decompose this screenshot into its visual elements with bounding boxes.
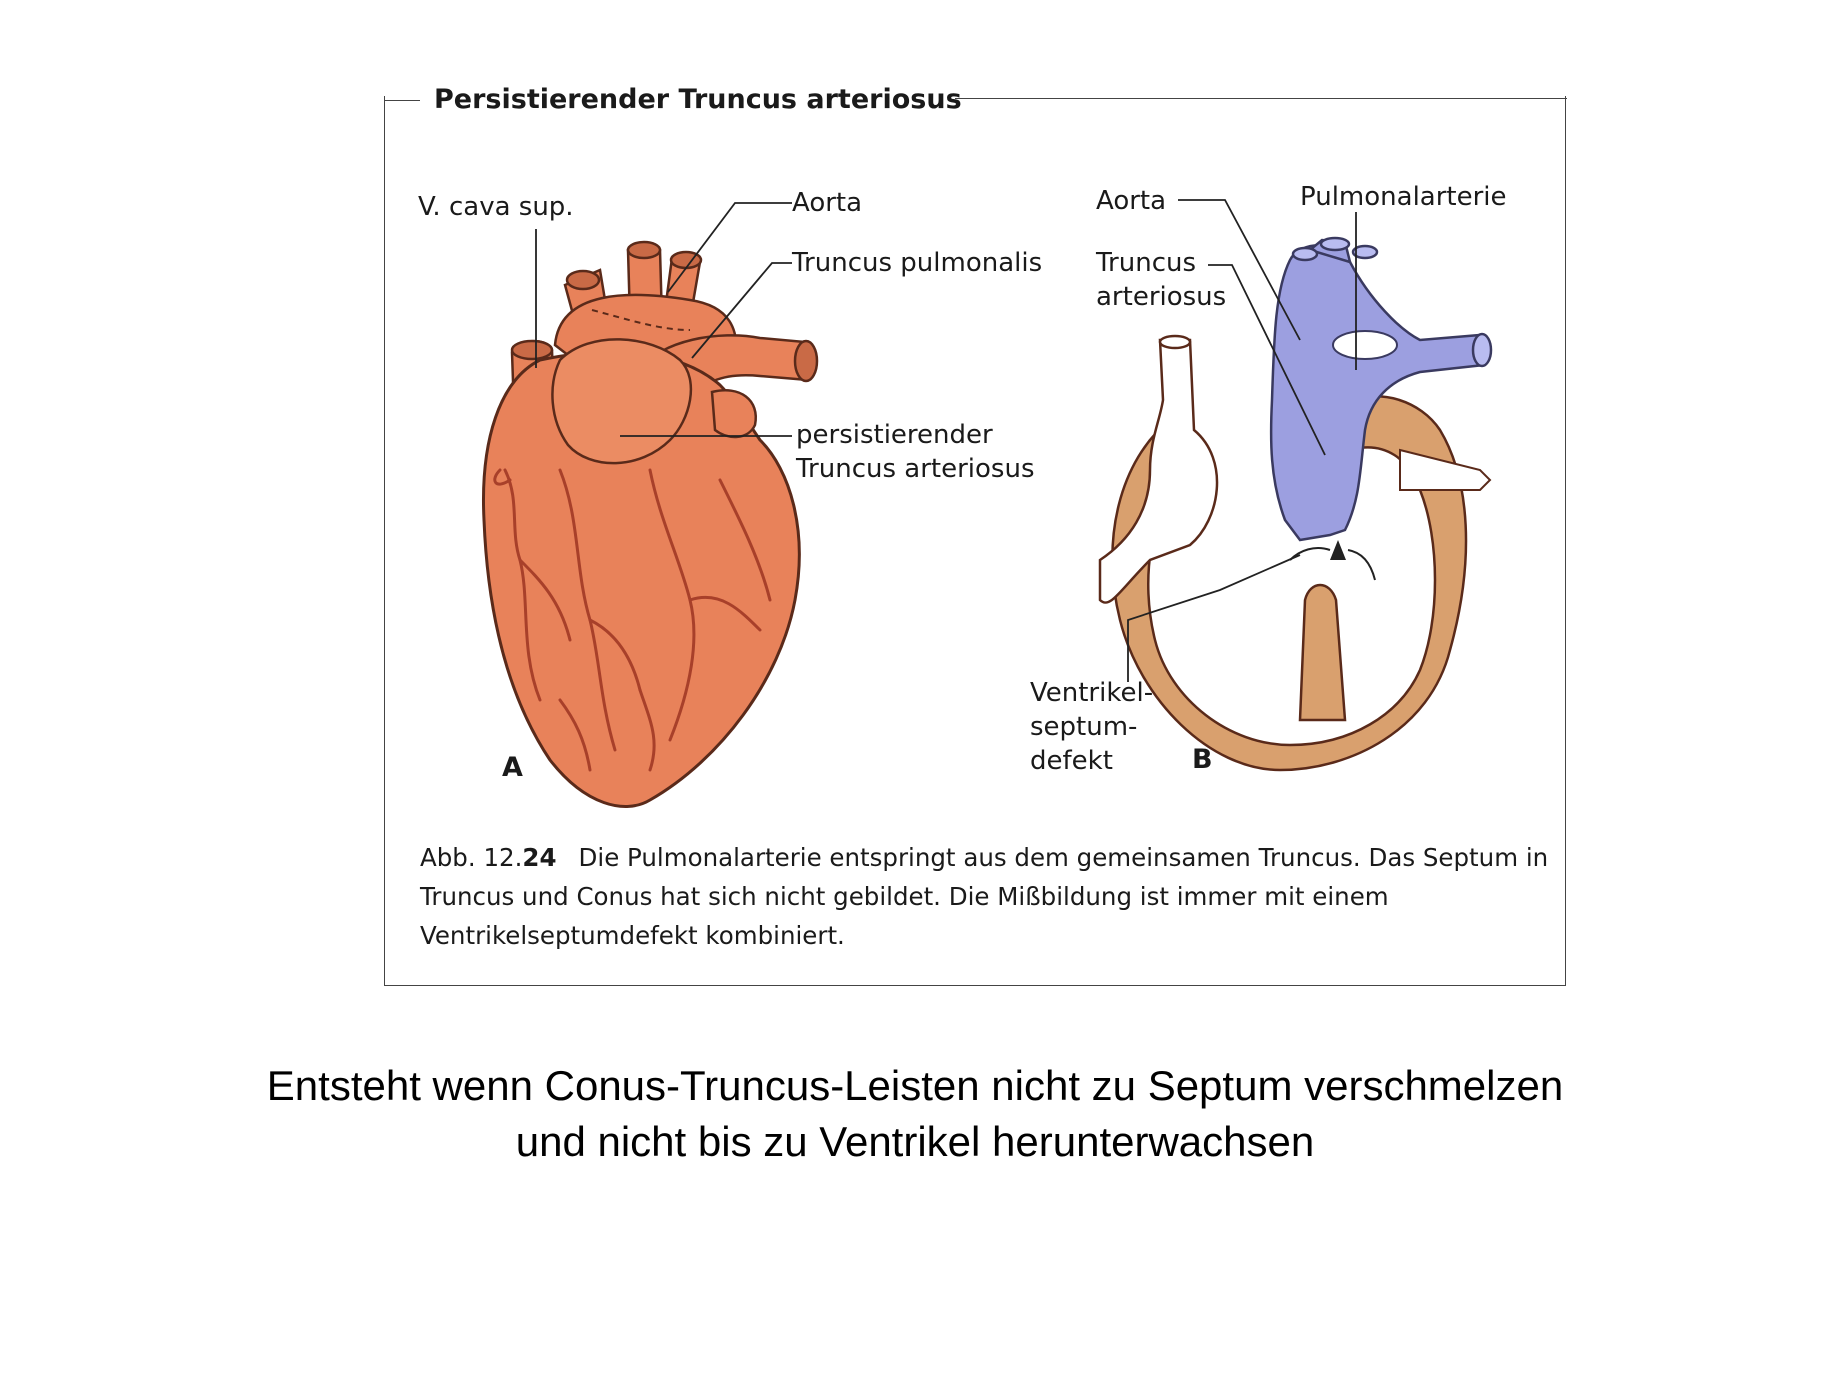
label-aorta-a: Aorta	[792, 188, 863, 218]
label-vsd-line2: septum-	[1030, 712, 1138, 742]
panel-letter-a: A	[502, 752, 523, 783]
caption-figure-number	[420, 843, 557, 872]
heart-illustration-b	[1100, 238, 1491, 770]
label-vsd-line3: defekt	[1030, 746, 1113, 776]
caption-number: 24	[522, 843, 557, 872]
label-truncus-pulmonalis: Truncus pulmonalis	[792, 248, 1043, 278]
slide-explanation	[0, 1058, 1830, 1170]
caption-prefix: Abb. 12.	[420, 843, 523, 872]
caption-text: Die Pulmonalarterie entspringt aus dem gemeinsamen Truncus. Das Septum in Truncus und Conus hat sich nicht gebildet. Die Mißbildung ist immer mit einem Ventrikelseptumdefekt kombiniert.	[420, 843, 1549, 950]
slide-text-line1: Entsteht wenn Conus-Truncus-Leisten nicht zu Septum verschmelzen	[266, 1062, 1564, 1109]
label-truncus-line1: Truncus	[1096, 248, 1197, 278]
heart-illustration-a	[483, 242, 817, 807]
slide-text-line2: und nicht bis zu Ventrikel herunterwachsen	[515, 1118, 1315, 1165]
figure-caption	[420, 838, 1550, 955]
panel-letter-b: B	[1192, 744, 1213, 775]
label-pulmonalarterie: Pulmonalarterie	[1300, 182, 1507, 212]
label-persistent-truncus-line1: persistierender	[796, 420, 993, 450]
figure-title: Persistierender Truncus arteriosus	[434, 84, 962, 115]
label-vsd-line1: Ventrikel-	[1030, 678, 1154, 708]
label-v-cava-sup: V. cava sup.	[418, 192, 574, 222]
label-persistent-truncus-line2: Truncus arteriosus	[796, 454, 1035, 484]
label-truncus-line2: arteriosus	[1096, 282, 1227, 312]
label-aorta-b: Aorta	[1096, 186, 1167, 216]
